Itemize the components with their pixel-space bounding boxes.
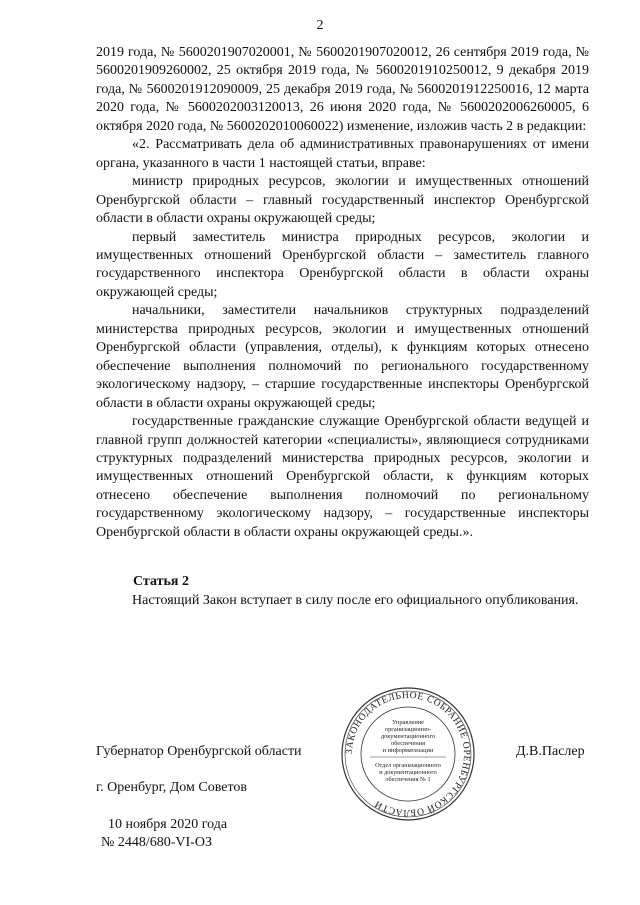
page-number: 2 <box>316 18 324 33</box>
paragraph-civil-servants: государственные гражданские служащие Оренбургской области ведущей и главной групп должностей категории «специалисты», являющиеся сотрудниками структурных подразделений министерства природных ресурсов, экологии и имущественных отношений Оренбургской области, к функциям которых отнесено обеспечение выполнения полномочий по региональному государственному экологическому надзору, – государственные инспекторы Оренбургской области в области охраны окружающей среды.». <box>96 414 589 540</box>
article-2-heading: Статья 2 <box>133 574 189 589</box>
paragraph-heads: начальники, заместители начальников структурных подразделений министерства природных ресурсов, экологии и имущественных отношений Оренбургской области (управления, отделы), к функциям которых отнесено обеспечение выполнения полномочий по регионального государственному экологическому надзору, – старшие государственные инспекторы Оренбургской области в области охраны окружающей среды; <box>96 303 589 411</box>
paragraph-first-deputy: первый заместитель министра природных ресурсов, экологии и имущественных отношений Оренбургской области – заместитель главного государственного инспектора Оренбургской области в области охраны окружающей среды; <box>96 229 589 300</box>
seal-dept-line: и документационного <box>379 769 437 776</box>
seal-line: Управление <box>391 719 425 726</box>
paragraph-part-2: «2. Рассматривать дела об административных правонарушениях от имени органа, указанного в части 1 настоящей статьи, вправе: <box>96 137 589 171</box>
seal-line: и информатизации <box>382 747 434 754</box>
paragraph-minister: министр природных ресурсов, экологии и имущественных отношений Оренбургской области – главный государственный инспектор Оренбургской области в области охраны окружающей среды; <box>96 174 589 227</box>
paragraph-intro: 2019 года, № 5600201907020001, № 5600201907020012, 26 сентября 2019 года, № 5600201909260002, 25 октября 2019 года, № 5600201910250012, 9 декабря 2019 года, № 5600201912090009, 25 декабря 2019 года, № 5600201912250016, 12 марта 2020 года, № 5600202003120013, 26 июня 2020 года, № 5600202006260005, 6 октября 2020 года, № 5600202010060022) изменение, изложив часть 2 в редакции: <box>96 45 589 134</box>
law-number: № 2448/680-VI-ОЗ <box>101 835 212 850</box>
signatory-title: Губернатор Оренбургской области <box>96 744 302 759</box>
seal-ring-text: ЗАКОНОДАТЕЛЬНОЕ СОБРАНИЕ ОРЕНБУРГСКОЙ ОБЛАСТИ <box>343 689 473 819</box>
signatory-name: Д.В.Паслер <box>516 744 585 759</box>
seal-line: документационного <box>380 733 436 740</box>
article-2-body <box>96 592 589 611</box>
seal-line: обеспечения <box>390 740 426 747</box>
amendment-text <box>96 44 589 542</box>
place-of-signing: г. Оренбург, Дом Советов <box>96 780 247 795</box>
seal-dept-line: обеспечения № 1 <box>385 776 431 783</box>
seal-line: организационно- <box>384 726 432 733</box>
seal-dept-line: Отдел организационного <box>375 762 441 769</box>
law-date: 10 ноября 2020 года <box>108 817 228 832</box>
official-seal <box>340 686 476 822</box>
article-2-text: Настоящий Закон вступает в силу после его официального опубликования. <box>132 593 579 608</box>
